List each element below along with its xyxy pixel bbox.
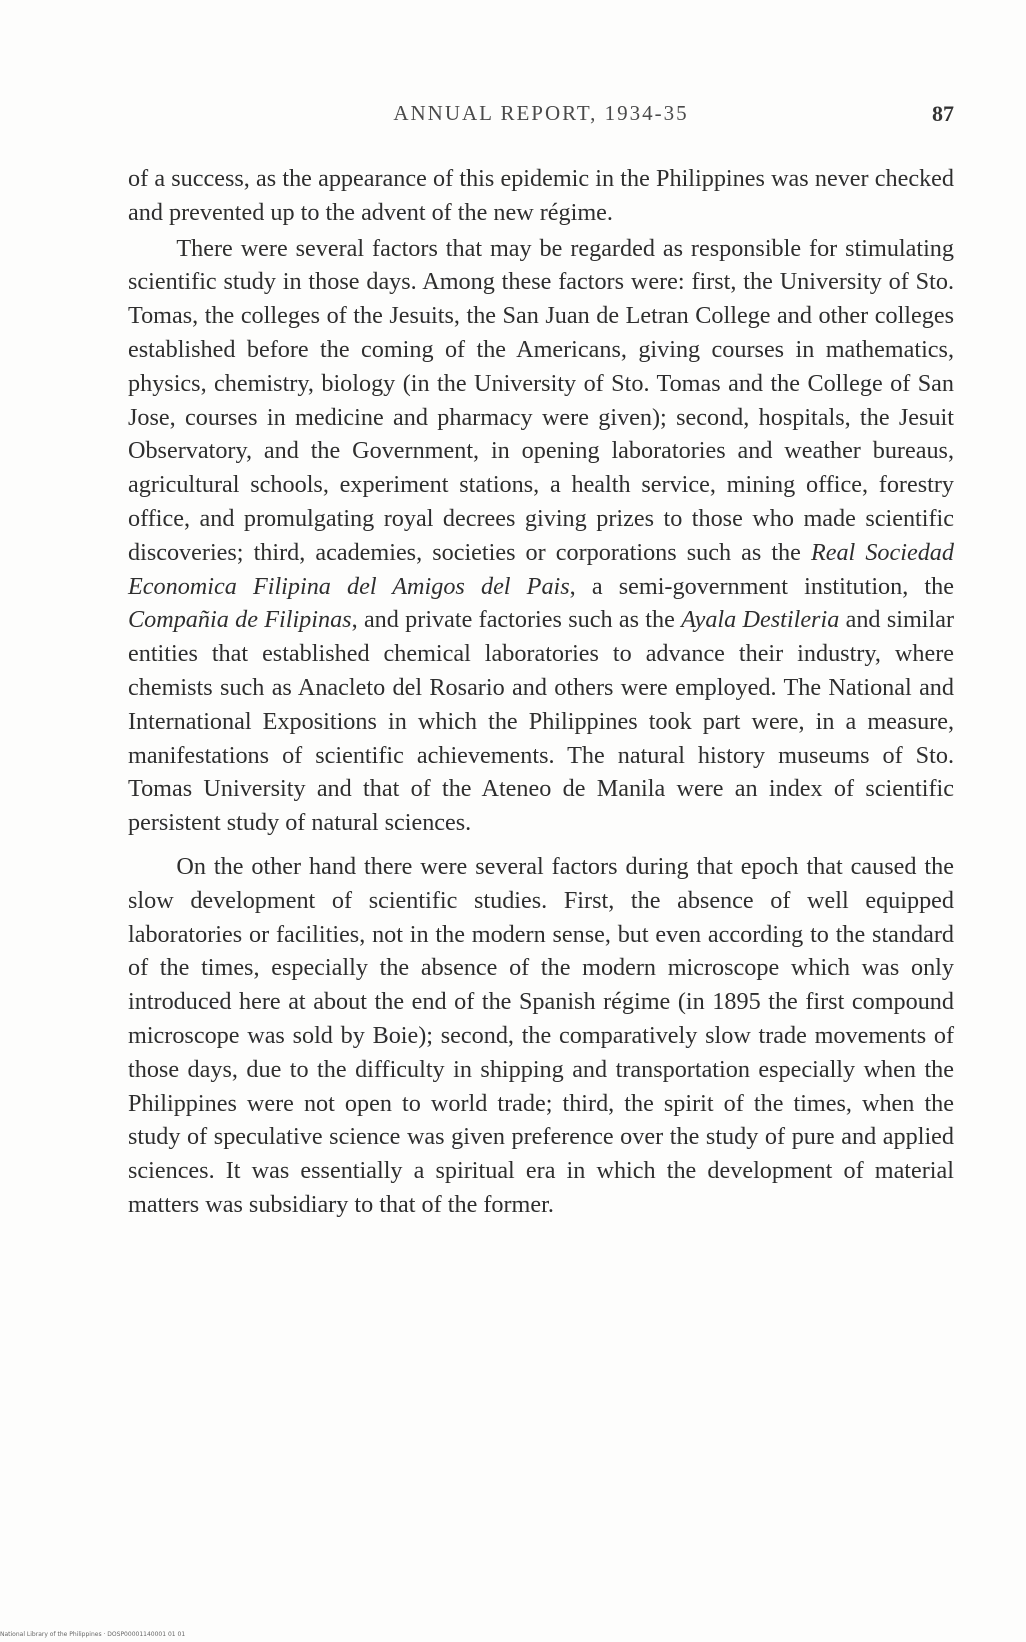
paragraph-2-text-a: There were several factors that may be regarded as responsible for stimulating scientific study in those days. Among these factors were: first, the University of Sto. Tomas, the colleges of the Jesuits, the San Juan de Letran College and other colleges established before the coming of the Americans, giving courses in mathematics, physics, chemistry, biology (in the University of Sto. Tomas and the College of San Jose, courses in medicine and pharmacy were given); second, hospitals, the Jesuit Observatory, and the Government, in opening laboratories and weather bureaus, agricultural schools, experiment stations, a health service, mining office, forestry office, and promulgating royal decrees giving prizes to those who made scientific discoveries; third, academies, societies or corporations such as the [128,234,954,566]
paragraph-2-italic-3: Ayala Destileria [681,606,840,634]
paragraph-3: On the other hand there were several factors during that epoch that caused the slow development of scientific studies. First, the absence of well equipped laboratories or facilities, not in the modern sense, but even according to the standard of the times, especially the absence of the modern microscope which was only introduced here at about the end of the Spanish régime (in 1895 the first compound microscope was sold by Boie); second, the comparatively slow trade movements of those days, due to the difficulty in shipping and transportation especially when the Philippines were not open to world trade; third, the spirit of the times, when the study of speculative science was given preference over the study of pure and applied sciences. It was essentially a spiritual era in which the development of material matters was subsidiary to that of the former. [128,852,954,1218]
scan-footer: National Library of the Philippines · DOSP00001140001 01 01 [0,1631,186,1638]
running-head: ANNUAL REPORT, 1934-35 [393,101,689,125]
body-text [128,162,954,1222]
paragraph-2 [128,232,954,840]
paragraph-2-italic-2: Compañia de Filipinas [128,606,352,634]
paragraph-2-text-c: , and private factories such as the [351,606,682,634]
page-header [128,101,954,135]
paragraph-2-text-d: and similar entities that established chemical laboratories to advance their industry, where chemists such as Anacleto del Rosario and others were employed. The National and International Expositions in which the Philippines took part were, in a measure, manifestations of scientific achievements. The natural history museums of Sto. Tomas University and that of the Ateneo de Manila were an index of scientific persistent study of natural sciences. [128,606,955,837]
page-number: 87 [932,101,954,126]
paragraph-2-italic-1: Real Sociedad Economica Filipina del Amigos del Pais [128,538,954,600]
paragraph-1: of a success, as the appearance of this epidemic in the Philippines was never checked and prevented up to the advent of the new régime. [128,165,954,226]
paragraph-2-text-b: , a semi-government institution, the [569,572,954,600]
